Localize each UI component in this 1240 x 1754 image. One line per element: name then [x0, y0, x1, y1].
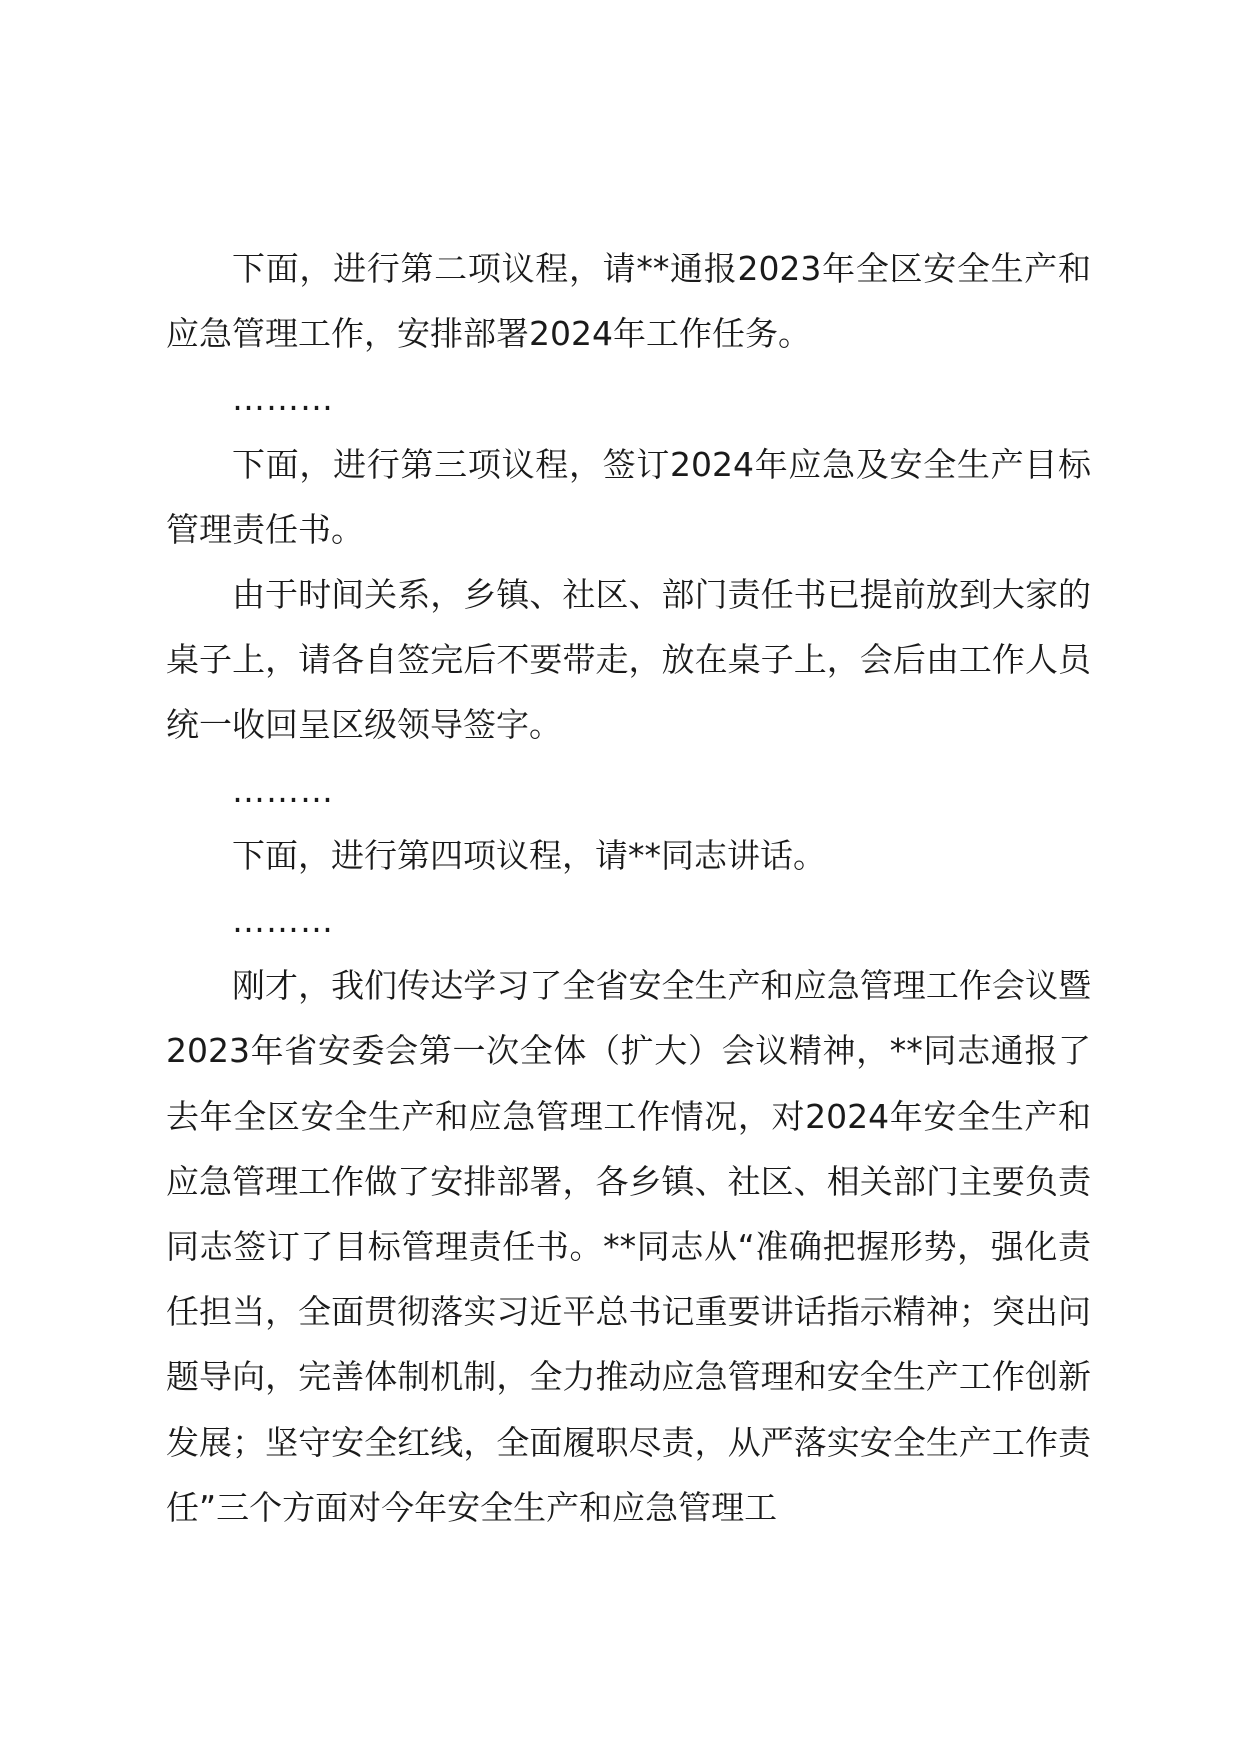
paragraph-summary: 刚才，我们传达学习了全省安全生产和应急管理工作会议暨2023年省安委会第一次全体（扩大）会议精神，**同志通报了去年全区安全生产和应急管理工作情况，对2024年安全生产和应急管理工作做了安排部署，各乡镇、社区、相关部门主要负责同志签订了目标管理责任书。**同志从“准确把握形势，强化责任担当，全面贯彻落实习近平总书记重要讲话指示精神；突出问题导向，完善体制机制，全力推动应急管理和安全生产工作创新发展；坚守安全红线，全面履职尽责，从严落实安全生产工作责任”三个方面对今年安全生产和应急管理工: [166, 966, 1091, 1527]
paragraph-signing-note: 由于时间关系，乡镇、社区、部门责任书已提前放到大家的桌子上，请各自签完后不要带走，放在桌子上，会后由工作人员统一收回呈区级领导签字。: [166, 575, 1091, 745]
paragraph-agenda-item-4: 下面，进行第四项议程，请**同志讲话。: [232, 835, 826, 875]
ellipsis-separator: ………: [232, 901, 334, 941]
ellipsis-separator: ………: [232, 770, 334, 810]
paragraph-agenda-item-3: 下面，进行第三项议程，签订2024年应急及安全生产目标管理责任书。: [166, 444, 1091, 549]
document-body: [166, 236, 1091, 1540]
ellipsis-separator: ………: [232, 379, 334, 419]
paragraph-agenda-item-2: 下面，进行第二项议程，请**通报2023年全区安全生产和应急管理工作，安排部署2024年工作任务。: [166, 249, 1091, 354]
